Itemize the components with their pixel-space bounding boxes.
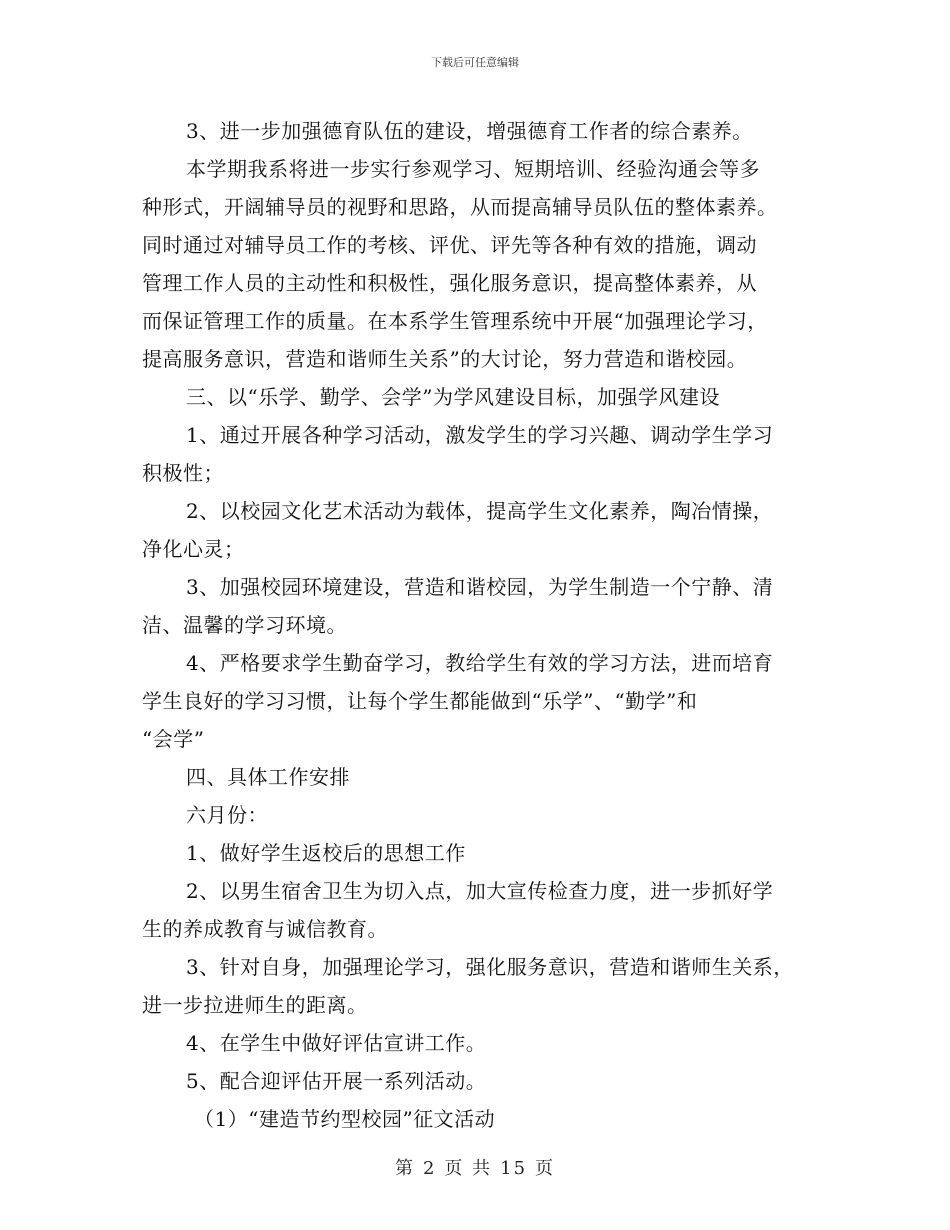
paragraph-line: 洁、温馨的学习环境。 <box>142 613 347 637</box>
paragraph-line: 2、以男生宿舍卫生为切入点，加大宣传检查力度，进一步抓好学 <box>186 879 774 903</box>
footer-suffix: 页 <box>535 1158 556 1179</box>
paragraph-line: 管理工作人员的主动性和积极性，强化服务意识，提高整体素养，从 <box>142 271 757 295</box>
page-header: 下载后可任意编辑 <box>431 56 519 69</box>
current-page-number: 2 <box>422 1158 437 1179</box>
paragraph-line: 进一步拉进师生的距离。 <box>142 993 368 1017</box>
page-footer <box>0 1154 950 1180</box>
paragraph-line: 种形式，开阔辅导员的视野和思路，从而提高辅导员队伍的整体素养。 <box>142 195 778 219</box>
paragraph-line: 积极性； <box>142 461 224 485</box>
paragraph-line: 2、以校园文化艺术活动为载体，提高学生文化素养，陶冶情操， <box>186 499 774 523</box>
paragraph-line: 1、通过开展各种学习活动，激发学生的学习兴趣、调动学生学习 <box>186 423 774 447</box>
paragraph-line: 净化心灵； <box>142 537 245 561</box>
paragraph-line: 学生良好的学习习惯，让每个学生都能做到“乐学”、“勤学”和 <box>142 689 698 713</box>
paragraph-line: 4、在学生中做好评估宣讲工作。 <box>186 1031 487 1055</box>
paragraph-line: 3、针对自身，加强理论学习，强化服务意识，营造和谐师生关系， <box>186 955 794 979</box>
paragraph-line: 5、配合迎评估开展一系列活动。 <box>186 1069 487 1093</box>
paragraph-line: 提高服务意识，营造和谐师生关系”的大讨论，努力营造和谐校园。 <box>142 347 748 371</box>
paragraph-line: 3、进一步加强德育队伍的建设，增强德育工作者的综合素养。 <box>186 119 753 143</box>
paragraph-line: 同时通过对辅导员工作的考核、评优、评先等各种有效的措施，调动 <box>142 233 757 257</box>
paragraph-line: “会学” <box>142 727 205 751</box>
footer-middle: 页 共 <box>444 1158 493 1179</box>
paragraph-line: 3、加强校园环境建设，营造和谐校园，为学生制造一个宁静、清 <box>186 575 774 599</box>
paragraph-line: 4、严格要求学生勤奋学习，教给学生有效的学习方法，进而培育 <box>186 651 774 675</box>
subsection-heading: 六月份： <box>186 803 268 827</box>
section-heading: 四、具体工作安排 <box>186 765 350 789</box>
footer-prefix: 第 <box>394 1158 415 1179</box>
paragraph-line: 本学期我系将进一步实行参观学习、短期培训、经验沟通会等多 <box>186 157 760 181</box>
total-pages-number: 15 <box>500 1158 528 1179</box>
paragraph-line: 1、做好学生返校后的思想工作 <box>186 841 466 865</box>
section-heading: 三、以“乐学、勤学、会学”为学风建设目标，加强学风建设 <box>186 385 720 409</box>
paragraph-line: 生的养成教育与诚信教育。 <box>142 917 388 941</box>
paragraph-line: （1）“建造节约型校园”征文活动 <box>194 1107 496 1131</box>
document-body <box>142 112 822 1138</box>
paragraph-line: 而保证管理工作的质量。在本系学生管理系统中开展“加强理论学习， <box>142 309 768 333</box>
